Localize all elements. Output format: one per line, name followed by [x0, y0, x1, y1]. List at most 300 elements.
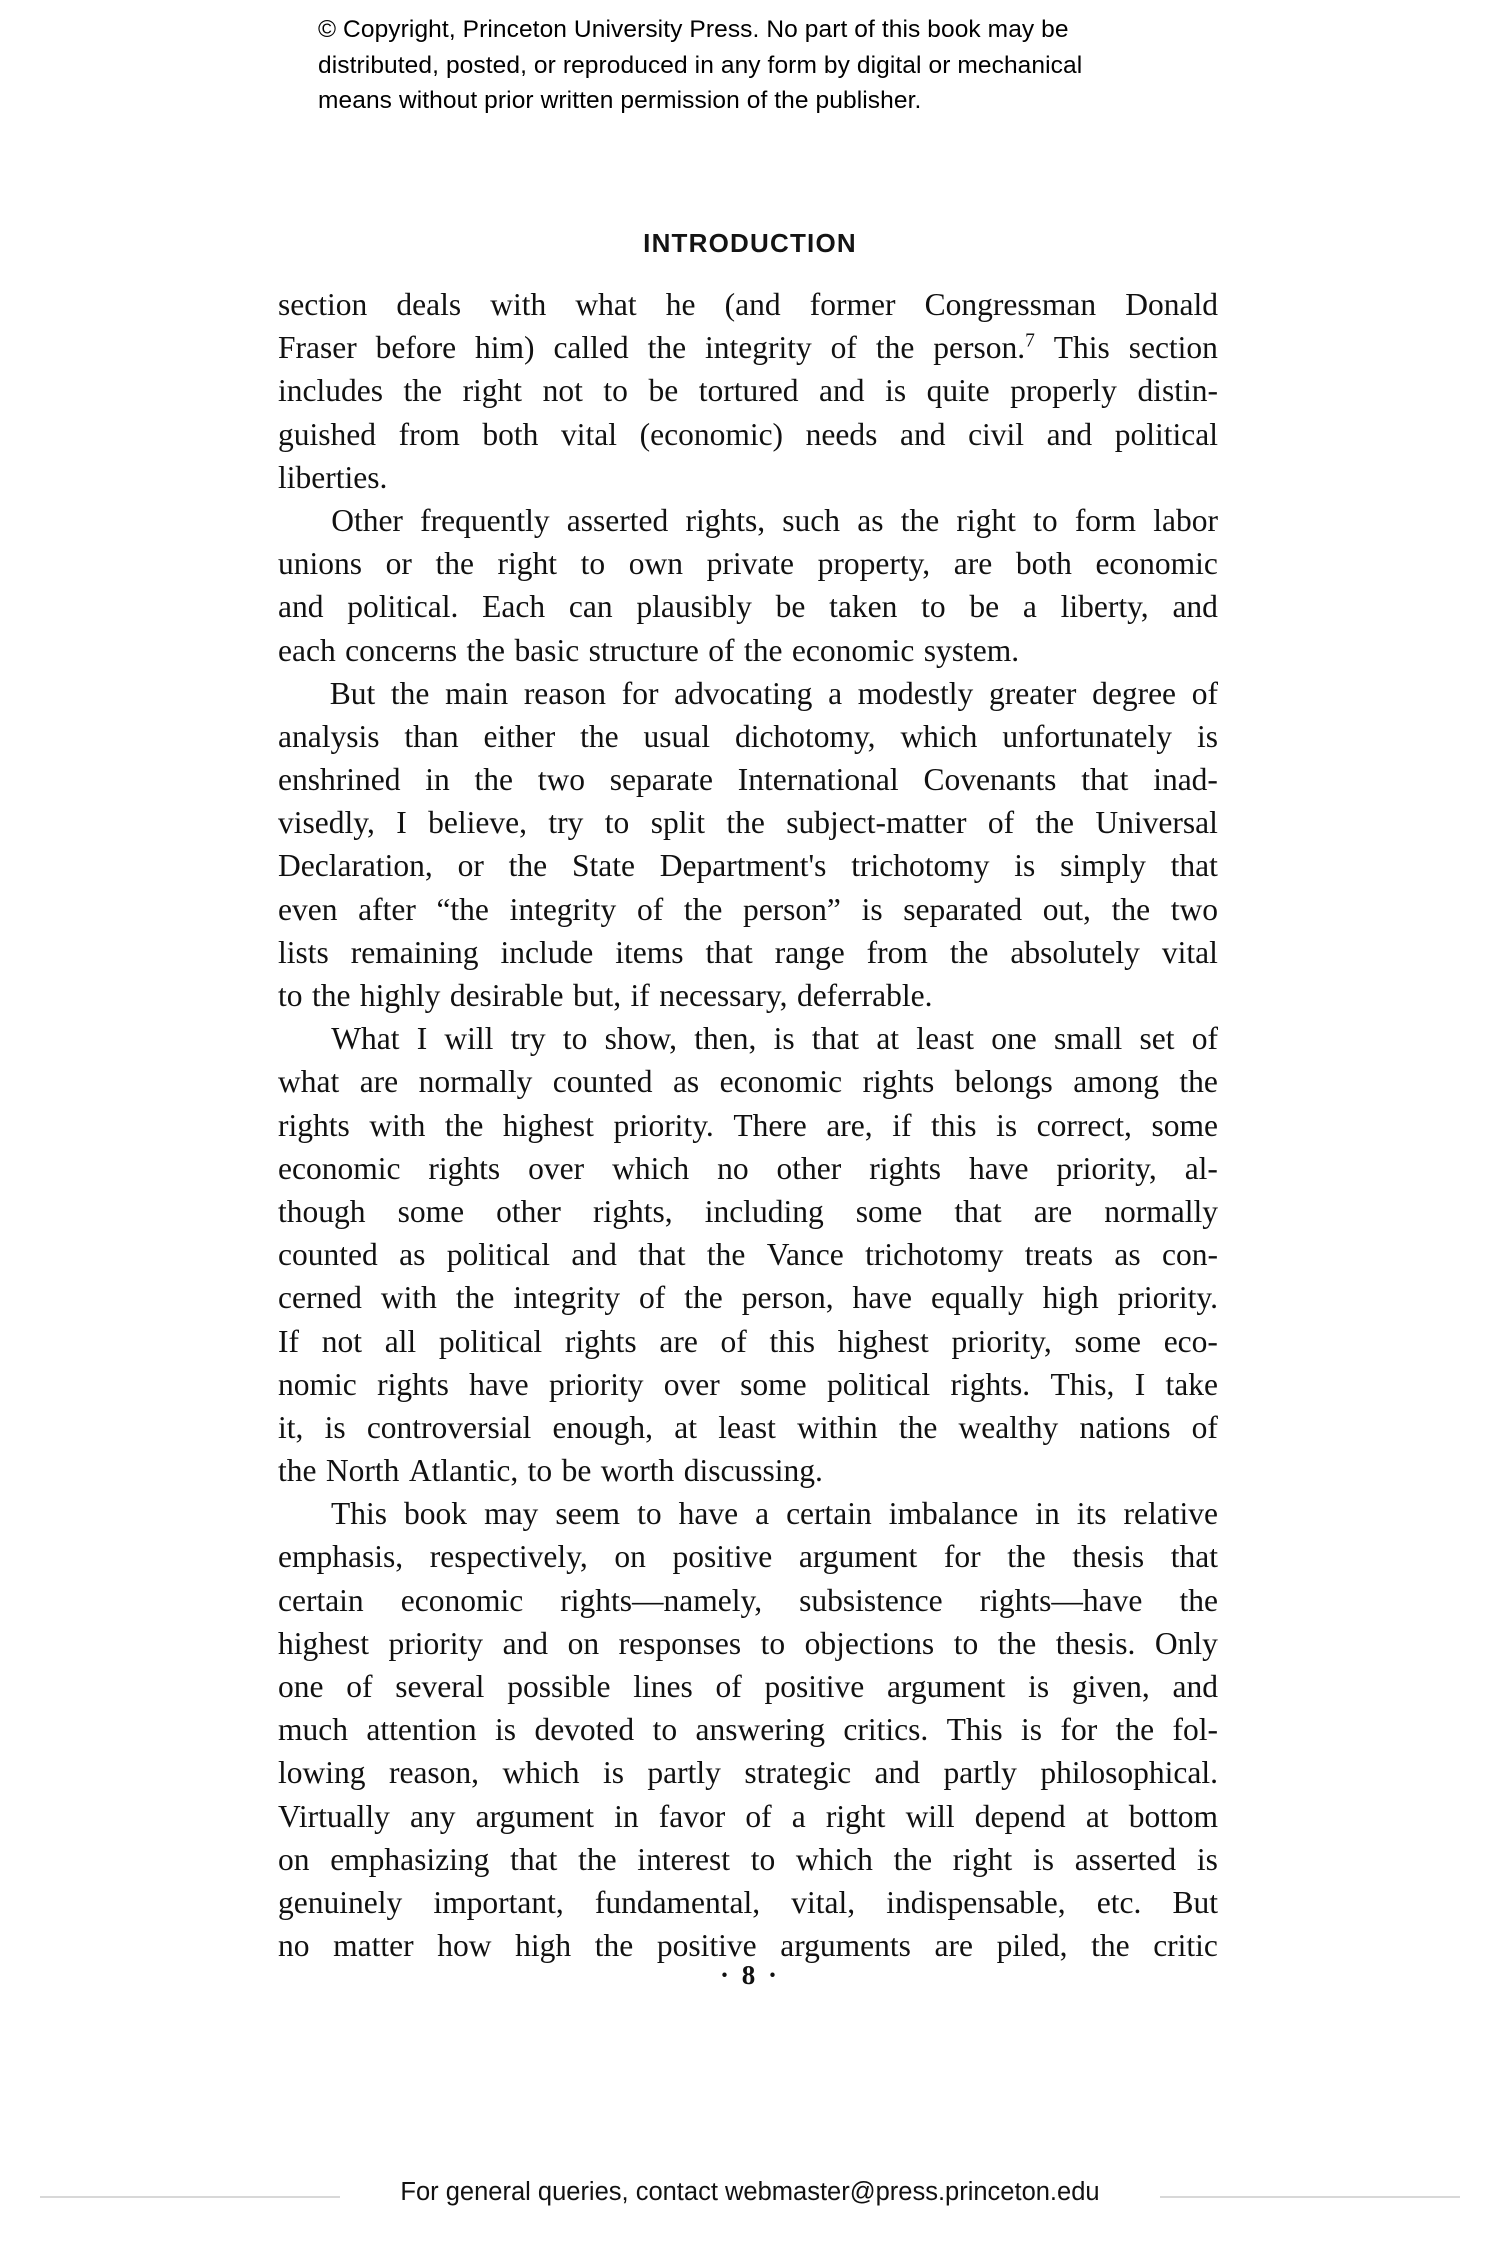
paragraph — [278, 283, 1218, 499]
word: that — [811, 1021, 860, 1057]
word: be — [648, 373, 679, 409]
text-line — [278, 326, 1218, 369]
word: basic — [514, 632, 580, 668]
word: highly — [359, 978, 441, 1013]
word: that — [1170, 848, 1218, 884]
paragraph-indent — [278, 672, 314, 715]
word: possible — [507, 1669, 611, 1704]
word: set — [1139, 1021, 1175, 1057]
word: the — [455, 1280, 495, 1316]
word: or — [457, 848, 484, 884]
word: nations — [1079, 1409, 1171, 1445]
word: rights. — [950, 1366, 1031, 1402]
word: if — [892, 1107, 912, 1143]
word: to — [921, 589, 946, 625]
word: taken — [829, 589, 898, 625]
word: the — [444, 1107, 484, 1143]
text-line — [278, 1708, 1218, 1751]
word: it, — [278, 1409, 304, 1445]
word: priority, — [1056, 1150, 1157, 1186]
word: for — [943, 1539, 981, 1575]
word: the — [1035, 805, 1074, 841]
word: person” — [742, 891, 841, 927]
word: be — [561, 1453, 592, 1489]
word: are — [359, 1064, 399, 1100]
word: as — [857, 502, 884, 538]
word: private — [706, 546, 795, 582]
word: including — [704, 1193, 824, 1229]
text-line — [278, 1492, 1218, 1535]
word: that — [510, 1841, 558, 1877]
word: not — [542, 373, 583, 409]
word: devoted — [534, 1712, 635, 1748]
word: analysis — [278, 718, 380, 754]
word: rights, — [685, 502, 766, 538]
word: partly — [647, 1755, 721, 1791]
word: the — [683, 891, 723, 927]
word: that — [1170, 1539, 1218, 1575]
word: rights, — [592, 1193, 673, 1229]
word: have — [678, 1496, 739, 1532]
word: least — [718, 1409, 776, 1445]
word: highest — [278, 1625, 369, 1661]
word: positive — [656, 1928, 757, 1964]
word: as — [672, 1064, 700, 1100]
text-line — [278, 672, 1218, 715]
word: the — [311, 978, 351, 1013]
word: modestly — [857, 675, 974, 711]
word: both — [1015, 546, 1072, 582]
word: to — [1033, 502, 1058, 538]
word: which — [900, 718, 978, 754]
word: that — [1081, 762, 1129, 798]
page-number: · 8 · — [719, 1960, 780, 1990]
word: will — [905, 1798, 955, 1834]
word: con- — [1161, 1237, 1218, 1273]
word: for — [1060, 1712, 1098, 1748]
word: political. — [347, 589, 459, 625]
word: necessary, — [659, 978, 788, 1013]
word: political — [1114, 416, 1218, 452]
word: split — [650, 805, 705, 841]
word: and — [1172, 1669, 1218, 1704]
word: to — [604, 805, 630, 841]
word: normally — [418, 1064, 533, 1100]
word: the — [594, 1928, 634, 1964]
word: Covenants — [923, 762, 1057, 798]
word: of — [715, 1669, 742, 1704]
word: at — [1085, 1798, 1109, 1834]
word: is — [1028, 1669, 1050, 1704]
word: argument — [475, 1798, 594, 1834]
word: highest — [502, 1107, 594, 1143]
word: of — [987, 805, 1015, 841]
word: the — [900, 502, 940, 538]
word: thesis — [1072, 1539, 1145, 1575]
word: the — [474, 762, 513, 798]
word: discussing. — [683, 1453, 823, 1489]
word: and — [874, 1755, 920, 1791]
word: are — [1033, 1193, 1073, 1229]
word: is — [324, 1409, 346, 1445]
word: counted — [278, 1237, 378, 1273]
word: main — [445, 675, 509, 711]
word: in — [425, 762, 450, 798]
word: certain — [786, 1496, 872, 1532]
word: the — [743, 632, 783, 668]
word: reason, — [388, 1755, 480, 1791]
word: rights — [869, 1150, 941, 1186]
paragraph — [278, 1017, 1218, 1492]
word: argument — [886, 1669, 1006, 1704]
word: and — [502, 1625, 549, 1661]
word: is — [1196, 1841, 1218, 1877]
word: on — [614, 1539, 646, 1575]
word: of — [708, 632, 735, 668]
word: degree — [1092, 675, 1177, 711]
word: this — [769, 1323, 815, 1359]
word: important, — [433, 1884, 564, 1920]
word: that — [954, 1193, 1002, 1229]
word: asserted — [566, 502, 669, 538]
text-line — [278, 888, 1218, 931]
text-line — [278, 585, 1218, 628]
word: (and — [724, 287, 781, 322]
text-line — [278, 499, 1218, 542]
text-line — [278, 801, 1218, 844]
word: is — [996, 1107, 1018, 1143]
word: within — [797, 1409, 878, 1445]
word: vital — [561, 416, 618, 452]
word: to — [750, 1841, 776, 1877]
word: the — [1179, 1582, 1218, 1618]
text-line — [278, 715, 1218, 758]
word: be — [969, 589, 1000, 625]
word: include — [500, 934, 594, 970]
footer-query-note: For general queries, contact webmaster@press.princeton.edu — [400, 2178, 1100, 2206]
word: vital, — [791, 1884, 856, 1920]
word: take — [1165, 1366, 1218, 1402]
word: of — [1191, 675, 1218, 711]
word: can — [568, 589, 613, 625]
word: right — [825, 1798, 886, 1834]
text-line — [278, 1017, 1218, 1060]
word: two — [537, 762, 586, 798]
word: rights — [564, 1323, 637, 1359]
copyright-notice — [318, 12, 1188, 119]
word: economic — [1095, 546, 1218, 582]
word: high — [515, 1928, 572, 1964]
word: a — [791, 1798, 806, 1834]
word: among — [1073, 1064, 1159, 1100]
word: seem — [555, 1496, 621, 1532]
word: is — [885, 373, 907, 409]
word: the — [580, 718, 619, 754]
word: plausibly — [636, 589, 752, 625]
word: as — [1114, 1237, 1141, 1273]
word: State — [571, 848, 635, 884]
word: thesis. — [1055, 1625, 1136, 1661]
word: depend — [974, 1798, 1066, 1834]
word: with — [369, 1107, 426, 1143]
word: is — [602, 1755, 624, 1791]
word: right — [956, 502, 1016, 538]
word: rights—namely, — [560, 1582, 763, 1618]
word: of — [1191, 1409, 1218, 1445]
word: includes — [278, 373, 383, 409]
word: subject-matter — [786, 805, 967, 841]
word: is — [773, 1021, 795, 1057]
word: the — [1115, 1712, 1155, 1748]
word: if — [630, 978, 650, 1013]
paragraph — [278, 499, 1218, 672]
footnote-marker: 7 — [1025, 330, 1035, 352]
word: priority — [388, 1625, 484, 1661]
word: section — [278, 287, 368, 322]
word: and — [1172, 589, 1218, 625]
word: a — [1022, 589, 1037, 625]
word: is — [1021, 1712, 1043, 1748]
word: the — [466, 632, 506, 668]
text-line — [278, 1449, 1218, 1492]
word: the — [435, 546, 474, 582]
word: the — [390, 675, 430, 711]
text-line — [278, 542, 1218, 585]
word: enshrined — [278, 762, 401, 798]
word: concerns — [345, 632, 458, 668]
word: of — [830, 330, 857, 366]
word: indispensable, — [886, 1884, 1066, 1920]
word: enough, — [552, 1409, 654, 1445]
word: property, — [817, 546, 931, 582]
word: the — [893, 1841, 933, 1877]
word: controversial — [366, 1409, 532, 1445]
word: integrity — [509, 891, 617, 927]
word: from — [398, 416, 460, 452]
word: cerned — [278, 1280, 362, 1316]
word: remaining — [350, 934, 479, 970]
word: worth — [600, 1453, 675, 1489]
word: critic — [1153, 1928, 1218, 1964]
word: bottom — [1128, 1798, 1218, 1834]
word: its — [1076, 1496, 1107, 1532]
word: nomic — [278, 1366, 357, 1402]
text-line — [278, 1579, 1218, 1622]
word: will — [444, 1021, 494, 1057]
word: Congressman — [924, 287, 1097, 322]
word: for — [621, 675, 659, 711]
word: economic — [791, 632, 915, 668]
word: normally — [1104, 1193, 1218, 1229]
word: I — [1134, 1366, 1146, 1402]
word: a — [828, 675, 843, 711]
word: imbalance — [888, 1496, 1019, 1532]
copyright-line-1: © Copyright, Princeton University Press. No part of this book may be — [318, 16, 1069, 43]
word: even — [278, 891, 338, 927]
running-head: INTRODUCTION — [643, 228, 857, 258]
word: the — [1111, 891, 1151, 927]
word: some — [855, 1193, 923, 1229]
text-line — [278, 1233, 1218, 1276]
word: out, — [1042, 891, 1091, 927]
word: is — [1196, 718, 1218, 754]
word: correct, — [1036, 1107, 1132, 1143]
word: the — [647, 330, 687, 366]
word: objections — [804, 1625, 935, 1661]
word: to — [652, 1712, 678, 1748]
word: each — [278, 632, 336, 668]
word: the — [578, 1841, 617, 1877]
word: labor — [1153, 502, 1218, 538]
word: Virtually — [278, 1798, 390, 1834]
word: properly — [1010, 373, 1117, 409]
word: on — [567, 1625, 600, 1661]
word: called — [553, 330, 629, 366]
word: Each — [482, 589, 546, 625]
word: one — [278, 1669, 324, 1704]
word: system. — [923, 632, 1020, 668]
word: political — [438, 1323, 543, 1359]
word: to — [278, 978, 303, 1013]
word: person.$^7$ — [933, 330, 1035, 366]
text-line — [278, 1320, 1218, 1363]
word: which — [795, 1841, 873, 1877]
word: fundamental, — [594, 1884, 761, 1920]
word: form — [1074, 502, 1137, 538]
word: Donald — [1125, 287, 1218, 322]
text-line — [278, 1622, 1218, 1665]
word: This, — [1050, 1366, 1115, 1402]
word: positive — [764, 1669, 865, 1704]
word: a — [755, 1496, 770, 1532]
word: partly — [943, 1755, 1017, 1791]
word: but, — [572, 978, 622, 1013]
word: asserted — [1074, 1841, 1177, 1877]
word: rights — [377, 1366, 449, 1402]
word: al- — [1184, 1150, 1218, 1186]
text-line — [278, 1363, 1218, 1406]
word: emphasizing — [330, 1841, 490, 1877]
word: to — [637, 1496, 662, 1532]
word: certain — [278, 1582, 364, 1618]
word: other — [496, 1193, 561, 1229]
paragraph-indent — [278, 499, 314, 542]
word: to — [760, 1625, 786, 1661]
word: not — [321, 1323, 362, 1359]
word: with — [380, 1280, 437, 1316]
word: unfortunately — [1002, 718, 1173, 754]
word: But — [1172, 1884, 1218, 1920]
word: simply — [1060, 848, 1146, 884]
word: interest — [637, 1841, 730, 1877]
word: equally — [930, 1280, 1024, 1316]
word: are — [659, 1323, 698, 1359]
word: over — [663, 1366, 720, 1402]
word: the — [949, 934, 989, 970]
word: the — [278, 1453, 317, 1489]
word: subsistence — [799, 1582, 943, 1618]
word: are, — [826, 1107, 873, 1143]
word: etc. — [1096, 1884, 1142, 1920]
text-line — [278, 1881, 1218, 1924]
word: in — [614, 1798, 639, 1834]
word: piled, — [996, 1928, 1068, 1964]
word: eco- — [1163, 1323, 1218, 1359]
word: one — [991, 1021, 1037, 1057]
word: lowing — [278, 1755, 366, 1791]
word: the — [1007, 1539, 1046, 1575]
text-line — [278, 758, 1218, 801]
word: priority. — [1117, 1280, 1218, 1316]
word: and — [571, 1237, 617, 1273]
word: rights — [862, 1064, 935, 1100]
word: distin- — [1137, 373, 1218, 409]
word: and — [1046, 416, 1093, 452]
word: book — [404, 1496, 468, 1532]
word: Only — [1154, 1625, 1218, 1661]
word: to — [580, 546, 606, 582]
word: person, — [741, 1280, 834, 1316]
word: to — [562, 1021, 588, 1057]
word: economic — [278, 1150, 401, 1186]
word: the — [684, 1280, 723, 1316]
word: have — [469, 1366, 529, 1402]
word: the — [706, 1237, 746, 1273]
word: much — [278, 1712, 348, 1748]
word: given, — [1071, 1669, 1150, 1704]
text-line — [278, 1535, 1218, 1578]
text-line — [278, 931, 1218, 974]
paragraph — [278, 672, 1218, 1018]
word: “the — [436, 891, 489, 927]
word: North — [325, 1453, 400, 1489]
word: answering — [695, 1712, 825, 1748]
word: If — [278, 1323, 299, 1359]
word: how — [437, 1928, 492, 1964]
word: to — [953, 1625, 979, 1661]
word: is — [1032, 1841, 1054, 1877]
word: is — [495, 1712, 517, 1748]
word: as — [399, 1237, 426, 1273]
word: are — [934, 1928, 973, 1964]
paragraph — [278, 1492, 1218, 1967]
word: the — [726, 805, 765, 841]
word: of — [639, 1280, 666, 1316]
word: separated — [903, 891, 1023, 927]
word: both — [482, 416, 539, 452]
word: over — [528, 1150, 585, 1186]
word: favor — [658, 1798, 726, 1834]
text-line — [278, 456, 1218, 499]
paragraph-indent — [278, 1017, 314, 1060]
word: wealthy — [958, 1409, 1059, 1445]
word: positive — [672, 1539, 773, 1575]
word: right — [462, 373, 523, 409]
word: try — [510, 1021, 546, 1057]
word: fol- — [1172, 1712, 1218, 1748]
word: I — [396, 805, 407, 841]
word: unions — [278, 546, 363, 582]
word: argument — [798, 1539, 918, 1575]
word: high — [1042, 1280, 1099, 1316]
word: desirable — [449, 978, 564, 1013]
word: is — [1014, 848, 1036, 884]
word: frequently — [420, 502, 550, 538]
paragraph-indent — [278, 1492, 314, 1535]
word: have — [852, 1280, 913, 1316]
word: Fraser — [278, 330, 357, 366]
word: some — [397, 1193, 465, 1229]
